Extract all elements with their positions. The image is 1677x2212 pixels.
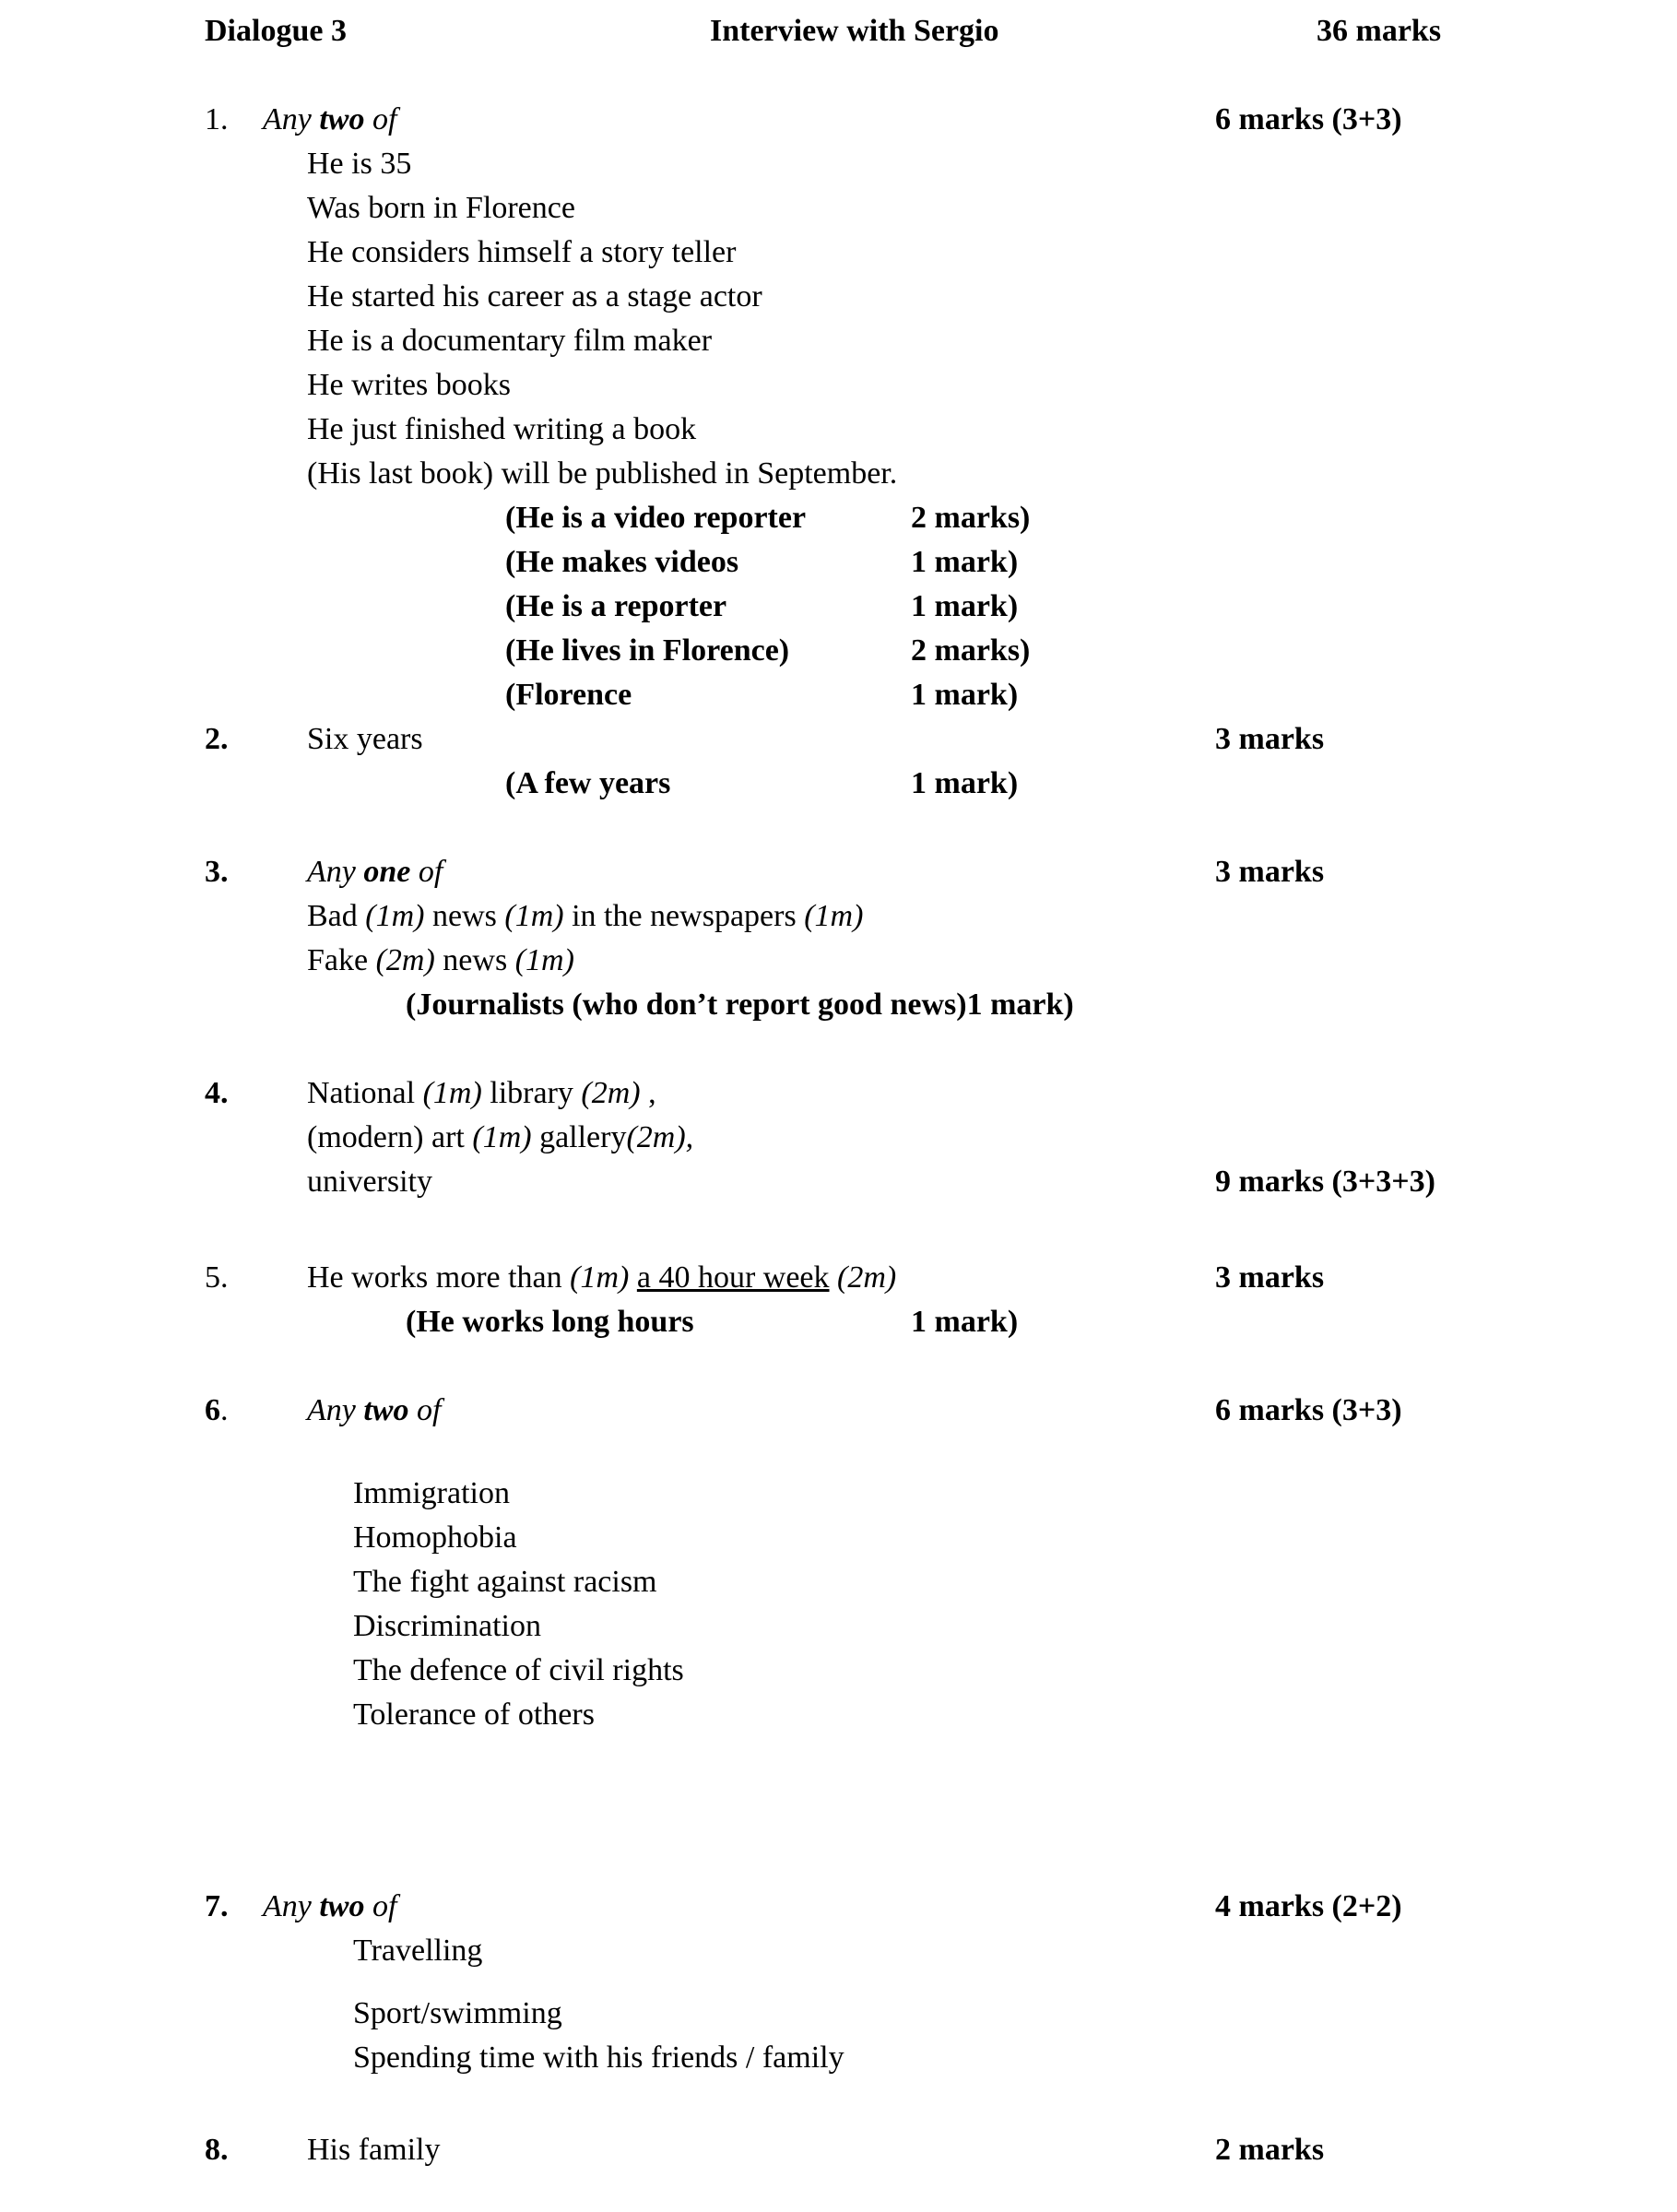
answer-line [0, 939, 1677, 983]
topic-line [0, 1649, 1677, 1693]
text-run: His family [307, 2133, 441, 2167]
topic-line [0, 2036, 1677, 2080]
topic-line [0, 1693, 1677, 1737]
question-number [205, 1389, 229, 1433]
topic-line [0, 1472, 1677, 1516]
text-run: Any [263, 102, 320, 136]
line-text [353, 1992, 562, 2036]
line-text [263, 98, 396, 142]
text-run: news [424, 899, 505, 933]
text-run: Any [307, 855, 364, 889]
text-run: 4. [205, 1076, 229, 1110]
text-run: (He works long hours [406, 1305, 694, 1339]
question-5-line [0, 1256, 1677, 1300]
topic-line [0, 1604, 1677, 1649]
text-run [629, 1260, 637, 1295]
inline-mark-value [911, 673, 1018, 717]
text-run: of [364, 1889, 397, 1923]
text-run: Discrimination [353, 1609, 541, 1643]
text-run: 1 mark) [911, 589, 1019, 623]
marks-label: 3 marks [1215, 722, 1325, 756]
marks-label: 6 marks (3+3) [1215, 102, 1402, 136]
text-run: Bad [307, 899, 366, 933]
text-run: Was born in Florence [307, 191, 575, 225]
line-text [406, 983, 1074, 1027]
marks-label: 6 marks (3+3) [1215, 1393, 1402, 1427]
line-text [307, 717, 423, 762]
text-run: (modern) art [307, 1120, 473, 1154]
text-run: of [410, 855, 443, 889]
text-run: . [220, 1393, 229, 1427]
text-run: 1 mark) [911, 545, 1019, 579]
text-run: He is a documentary film maker [307, 324, 713, 358]
inline-mark-value [911, 762, 1018, 806]
text-run: (His last book) will be published in September. [307, 456, 898, 491]
question-3-line [0, 850, 1677, 894]
page-title: Dialogue 3 [205, 14, 347, 48]
text-run: one [363, 855, 411, 889]
text-run: (He makes videos [505, 545, 739, 579]
text-run: Fake [307, 943, 376, 977]
text-run: (1m) [514, 943, 574, 977]
line-text [307, 1116, 693, 1160]
line-text [307, 452, 897, 496]
page-header [0, 9, 1677, 53]
text-run: 6 [205, 1393, 220, 1427]
question-number [205, 1256, 229, 1300]
text-run: two [363, 1393, 409, 1427]
text-run: 1 mark) [911, 766, 1019, 800]
accepted-answer-line [0, 1300, 1677, 1344]
text-run: He started his career as a stage actor [307, 279, 762, 313]
answer-line [0, 1116, 1677, 1160]
text-run: Homophobia [353, 1520, 517, 1555]
question-1-line [0, 98, 1677, 142]
answer-line [0, 894, 1677, 939]
text-run: , [640, 1076, 656, 1110]
question-4-line [0, 1071, 1677, 1116]
text-run: university [307, 1165, 432, 1199]
question-number [205, 1071, 229, 1116]
line-text [307, 1071, 656, 1116]
text-run: 2. [205, 722, 229, 756]
line-text [406, 1300, 694, 1344]
answer-line [0, 142, 1677, 186]
accepted-answer-line [0, 983, 1677, 1027]
text-run: 2 marks) [911, 633, 1031, 668]
line-text [505, 496, 806, 540]
line-text [505, 762, 670, 806]
text-run: 7. [205, 1889, 229, 1923]
line-text [353, 1560, 657, 1604]
text-run: He just finished writing a book [307, 412, 697, 446]
text-run: in the newspapers [563, 899, 805, 933]
text-run: (2m) [581, 1076, 641, 1110]
line-text [307, 894, 863, 939]
line-text [353, 1929, 482, 1973]
answer-line [0, 186, 1677, 231]
text-run: (2m) [375, 943, 435, 977]
inline-mark-value [911, 1300, 1018, 1344]
question-7-line [0, 1885, 1677, 1929]
line-text [353, 1516, 517, 1560]
answer-line [0, 408, 1677, 452]
dialogue-subtitle: Interview with Sergio [710, 14, 999, 48]
line-text [505, 629, 789, 673]
marks-label: 9 marks (3+3+3) [1215, 1165, 1435, 1199]
question-8-line [0, 2128, 1677, 2172]
line-text [353, 1693, 595, 1737]
line-text [307, 939, 574, 983]
text-run: He considers himself a story teller [307, 235, 737, 269]
text-run [830, 1260, 838, 1295]
topic-line [0, 1516, 1677, 1560]
line-text [307, 1160, 432, 1204]
line-text [307, 850, 443, 894]
text-run: (1m) [365, 899, 425, 933]
text-run: National [307, 1076, 423, 1110]
inline-mark-value [911, 629, 1030, 673]
question-6-line [0, 1389, 1677, 1433]
answer-line [0, 363, 1677, 408]
text-run: news [434, 943, 515, 977]
text-run: Six years [307, 722, 423, 756]
line-text [307, 2128, 440, 2172]
text-run: (1m) [570, 1260, 630, 1295]
total-marks-label: 36 marks [1317, 14, 1442, 48]
line-text [307, 1389, 441, 1433]
text-run: 2 marks) [911, 501, 1031, 535]
question-2-line [0, 717, 1677, 762]
line-text [505, 540, 738, 585]
line-text [353, 1649, 684, 1693]
answer-line [0, 231, 1677, 275]
line-text [505, 673, 632, 717]
question-number [205, 717, 229, 762]
accepted-answer-line [0, 762, 1677, 806]
text-run: 1 mark) [911, 678, 1019, 712]
text-run: Sport/swimming [353, 1996, 562, 2030]
text-run: 3. [205, 855, 229, 889]
line-text [353, 2036, 844, 2080]
text-run: Any [263, 1889, 320, 1923]
text-run: (1m) [472, 1120, 532, 1154]
text-run: Tolerance of others [353, 1697, 595, 1732]
line-text [505, 585, 726, 629]
line-text [307, 231, 736, 275]
text-run: of [408, 1393, 442, 1427]
text-run: Any [307, 1393, 364, 1427]
text-run: a 40 hour week [636, 1260, 830, 1295]
inline-mark-value [911, 585, 1018, 629]
question-number [205, 850, 229, 894]
text-run: He works more than [307, 1260, 571, 1295]
topic-line [0, 1560, 1677, 1604]
text-run: Spending time with his friends / family [353, 2040, 844, 2075]
text-run: Immigration [353, 1476, 510, 1510]
text-run: Travelling [353, 1934, 483, 1968]
inline-mark-value [911, 496, 1030, 540]
text-run: He is 35 [307, 147, 412, 181]
document-rows [0, 98, 1677, 2172]
accepted-answer-line [0, 496, 1677, 540]
line-text [307, 142, 411, 186]
accepted-answer-line [0, 585, 1677, 629]
text-run: 5. [205, 1260, 229, 1295]
text-run: (1m) [804, 899, 864, 933]
text-run: (2m) [837, 1260, 897, 1295]
text-run: 8. [205, 2133, 229, 2167]
text-run: (He lives in Florence) [505, 633, 790, 668]
answer-line [0, 319, 1677, 363]
text-run: of [364, 102, 397, 136]
line-text [263, 1885, 396, 1929]
text-run: (1m) [422, 1076, 482, 1110]
line-text [353, 1604, 541, 1649]
marks-label: 3 marks [1215, 855, 1325, 889]
text-run: (He is a reporter [505, 589, 727, 623]
question-number [205, 98, 229, 142]
accepted-answer-line [0, 629, 1677, 673]
text-run: two [319, 1889, 365, 1923]
marks-label: 2 marks [1215, 2133, 1325, 2167]
text-run: (Florence [505, 678, 632, 712]
line-text [307, 408, 696, 452]
text-run: library [481, 1076, 582, 1110]
text-run: gallery [531, 1120, 627, 1154]
text-run: 1 mark) [911, 1305, 1019, 1339]
text-run: (2m), [626, 1120, 694, 1154]
text-run: The fight against racism [353, 1565, 657, 1599]
marks-label: 3 marks [1215, 1260, 1325, 1295]
question-number [205, 1885, 229, 1929]
line-text [307, 363, 511, 408]
line-text [353, 1472, 510, 1516]
text-run: two [319, 102, 365, 136]
marks-label: 4 marks (2+2) [1215, 1889, 1402, 1923]
topic-line [0, 1992, 1677, 2036]
line-text [307, 186, 575, 231]
answer-line [0, 275, 1677, 319]
topic-line [0, 1929, 1677, 1973]
line-text [307, 275, 762, 319]
text-run: (Journalists (who don’t report good news)1 mark) [406, 988, 1074, 1022]
answer-line [0, 1160, 1677, 1204]
text-run: (A few years [505, 766, 671, 800]
answer-line [0, 452, 1677, 496]
line-text [307, 319, 712, 363]
text-run: The defence of civil rights [353, 1653, 684, 1687]
accepted-answer-line [0, 540, 1677, 585]
text-run: (1m) [504, 899, 564, 933]
question-number [205, 2128, 229, 2172]
accepted-answer-line [0, 673, 1677, 717]
text-run: (He is a video reporter [505, 501, 807, 535]
line-text [307, 1256, 896, 1300]
inline-mark-value [911, 540, 1018, 585]
text-run: 1. [205, 102, 229, 136]
text-run: He writes books [307, 368, 511, 402]
